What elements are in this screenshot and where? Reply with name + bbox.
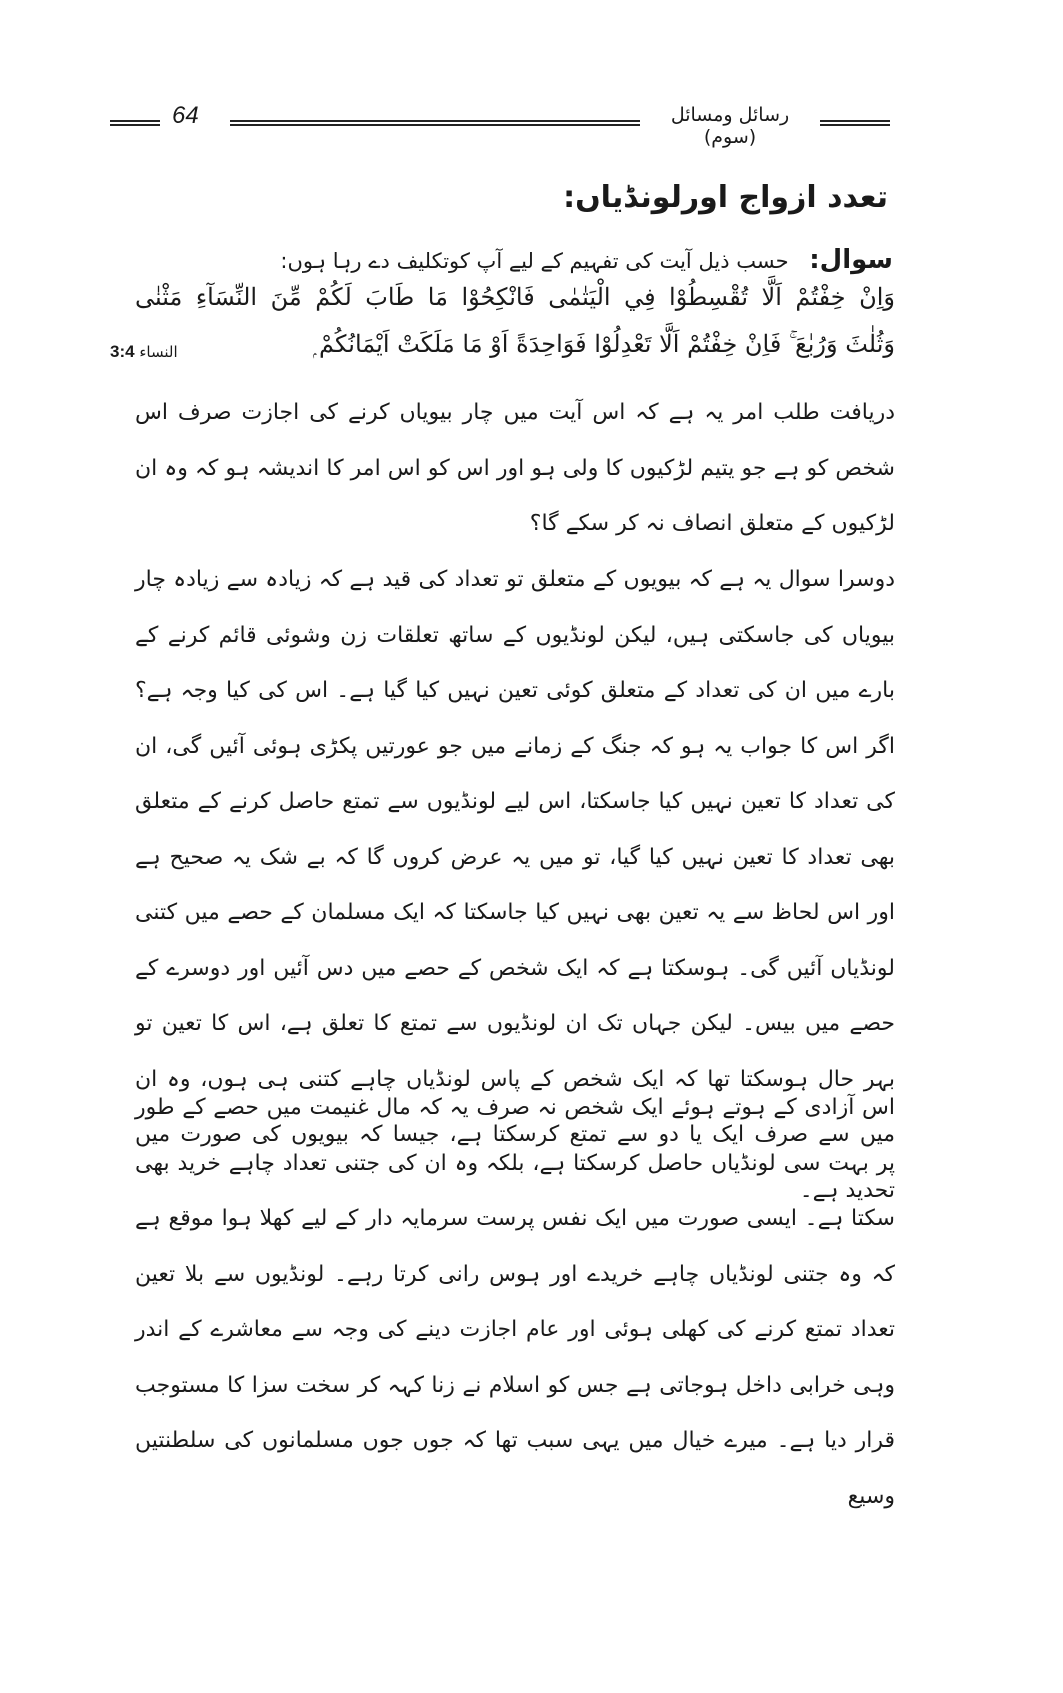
verse-reference-surah: النساء xyxy=(139,343,178,361)
verse-line-2: وَثُلٰثَ وَرُبٰعَ ۚ فَاِنْ خِفْتُمْ اَلَّا تَعْدِلُوْا فَوَاحِدَةً اَوْ مَا مَلَكَتْ اَيْمَانُكُمْ ۭ xyxy=(313,330,895,358)
paragraph: اس آزادی کے ہوتے ہوئے ایک شخص نہ صرف یہ کہ مال غنیمت میں حصے کے طور پر بہت سی لونڈیاں حاصل کرسکتا ہے، بلکہ وہ ان کی جتنی تعداد چاہے خرید بھی سکتا ہے۔ ایسی صورت میں ایک نفس پرست سرمایہ دار کے لیے کھلا ہوا موقع ہے کہ وہ جتنی لونڈیاں چاہے خریدے اور ہوس رانی کرتا رہے۔ لونڈیوں سے بلا تعین تعداد تمتع کرنے کی کھلی ہوئی اور عام اجازت دینے کی وجہ سے معاشرے کے اندر وہی خرابی داخل ہوجاتی ہے جس کو اسلام نے زنا کہہ کر سخت سزا کا مستوجب قرار دیا ہے۔ میرے خیال میں یہی سبب تھا کہ جوں جوں مسلمانوں کی سلطنتیں وسیع xyxy=(135,1095,895,1509)
header-rule-middle xyxy=(230,120,640,126)
paragraph: دریافت طلب امر یہ ہے کہ اس آیت میں چار بیویاں کرنے کی اجازت صرف اس شخص کو ہے جو یتیم لڑکیوں کا ولی ہو اور اس کو اس امر کا اندیشہ ہو کہ وہ ان لڑکیوں کے متعلق انصاف نہ کر سکے گا؟ xyxy=(135,400,895,536)
question-intro: حسب ذیل آیت کی تفہیم کے لیے آپ کوتکلیف دے رہا ہوں: xyxy=(280,249,789,273)
running-title: رسائل ومسائل (سوم) xyxy=(670,104,790,148)
question-label: سوال: xyxy=(809,245,893,275)
verse-reference xyxy=(110,342,178,362)
question-line xyxy=(273,245,893,275)
paragraph: دوسرا سوال یہ ہے کہ بیویوں کے متعلق تو تعداد کی قید ہے کہ زیادہ سے زیادہ چار بیویاں کی جاسکتی ہیں، لیکن لونڈیوں کے ساتھ تعلقات زن وشوئی قائم کرنے کے بارے میں ان کی تعداد کے متعلق کوئی تعین نہیں کیا گیا ہے۔ اس کی کیا وجہ ہے؟ اگر اس کا جواب یہ ہو کہ جنگ کے زمانے میں جو عورتیں پکڑی ہوئی آئیں گی، ان کی تعداد کا تعین نہیں کیا جاسکتا، اس لیے لونڈیوں سے تمتع حاصل کرنے کے متعلق بھی تعداد کا تعین نہیں کیا گیا، تو میں یہ عرض کروں گا کہ بے شک یہ صحیح ہے اور اس لحاظ سے یہ تعین بھی نہیں کیا جاسکتا کہ ایک مسلمان کے حصے میں کتنی لونڈیاں آئیں گی۔ ہوسکتا ہے کہ ایک شخص کے حصے میں دس آئیں اور دوسرے کے حصے میں بیس۔ لیکن جہاں تک ان لونڈیوں سے تمتع کا تعلق ہے، اس کا تعین تو بہر حال ہوسکتا تھا کہ ایک شخص کے پاس لونڈیاں چاہے کتنی ہی ہوں، وہ ان میں سے صرف ایک یا دو سے تمتع کرسکتا ہے، جیسا کہ بیویوں کی صورت میں تحدید ہے۔ xyxy=(135,567,896,1203)
verse-line-1: وَاِنْ خِفْتُمْ اَلَّا تُقْسِطُوْا فِي الْيَتٰمٰى فَانْكِحُوْا مَا طَابَ لَكُمْ مِّنَ النِّسَآءِ مَثْنٰى xyxy=(135,283,895,311)
header-rule-left xyxy=(110,120,160,126)
running-header xyxy=(110,100,890,148)
section-title: تعدد ازواج اورلونڈیاں: xyxy=(563,180,888,215)
verse-reference-number: 3:4 xyxy=(110,342,135,361)
header-rule-right xyxy=(820,120,890,126)
page-number: 64 xyxy=(172,102,199,129)
